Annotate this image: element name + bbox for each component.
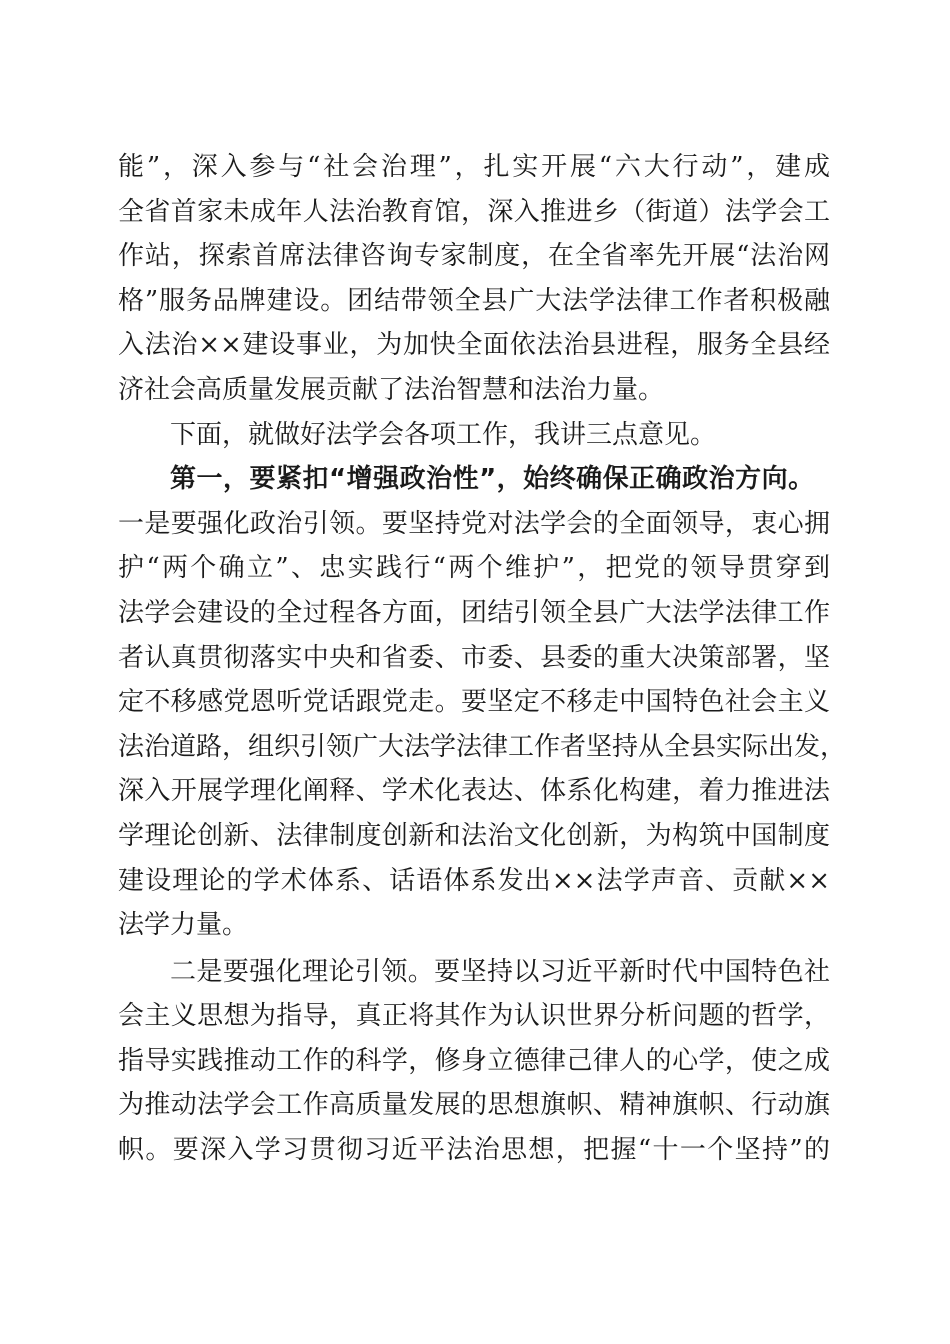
section-heading: 第一，要紧扣“增强政治性”，始终确保正确政治方向。 xyxy=(170,464,815,495)
text-line: 为推动法学会工作高质量发展的思想旗帜、精神旗帜、行动旗 xyxy=(118,1090,830,1121)
text-line: 法治道路，组织引领广大法学法律工作者坚持从全县实际出发， xyxy=(118,731,847,762)
text-line: 深入开展学理化阐释、学术化表达、体系化构建，着力推进法 xyxy=(118,776,830,807)
text-line: 作站，探索首席法律咨询专家制度，在全省率先开展“法治网 xyxy=(118,241,830,272)
text-line: 学理论创新、法律制度创新和法治文化创新，为构筑中国制度 xyxy=(118,820,830,851)
text-line: 指导实践推动工作的科学，修身立德律己律人的心学，使之成 xyxy=(118,1045,830,1076)
text-line: 护“两个确立”、忠实践行“两个维护”，把党的领导贯穿到 xyxy=(118,553,830,584)
text-line: 济社会高质量发展贡献了法治智慧和法治力量。 xyxy=(118,374,665,405)
paragraph-line: 下面，就做好法学会各项工作，我讲三点意见。 xyxy=(170,419,717,450)
text-line: 能”，深入参与“社会治理”，扎实开展“六大行动”，建成 xyxy=(118,152,830,182)
text-line: 全省首家未成年人法治教育馆，深入推进乡（街道）法学会工 xyxy=(118,196,830,227)
text-line: 帜。要深入学习贯彻习近平法治思想，把握“十一个坚持”的 xyxy=(118,1135,830,1166)
text-line: 格”服务品牌建设。团结带领全县广大法学法律工作者积极融 xyxy=(118,285,830,316)
text-line: 法学会建设的全过程各方面，团结引领全县广大法学法律工作 xyxy=(118,597,830,628)
document-body xyxy=(118,145,847,1173)
text-line: 入法治××建设事业，为加快全面依法治县进程，服务全县经 xyxy=(118,330,830,361)
paragraph-line: 二是要强化理论引领。要坚持以习近平新时代中国特色社 xyxy=(170,956,830,987)
text-line: 建设理论的学术体系、话语体系发出××法学声音、贡献×× xyxy=(118,865,830,896)
text-line: 定不移感党恩听党话跟党走。要坚定不移走中国特色社会主义 xyxy=(118,687,830,718)
text-line: 者认真贯彻落实中央和省委、市委、县委的重大决策部署，坚 xyxy=(118,642,830,673)
text-line: 会主义思想为指导，真正将其作为认识世界分析问题的哲学， xyxy=(118,1001,830,1032)
text-line: 一是要强化政治引领。要坚持党对法学会的全面领导，衷心拥 xyxy=(118,508,830,539)
text-line: 法学力量。 xyxy=(118,910,249,941)
